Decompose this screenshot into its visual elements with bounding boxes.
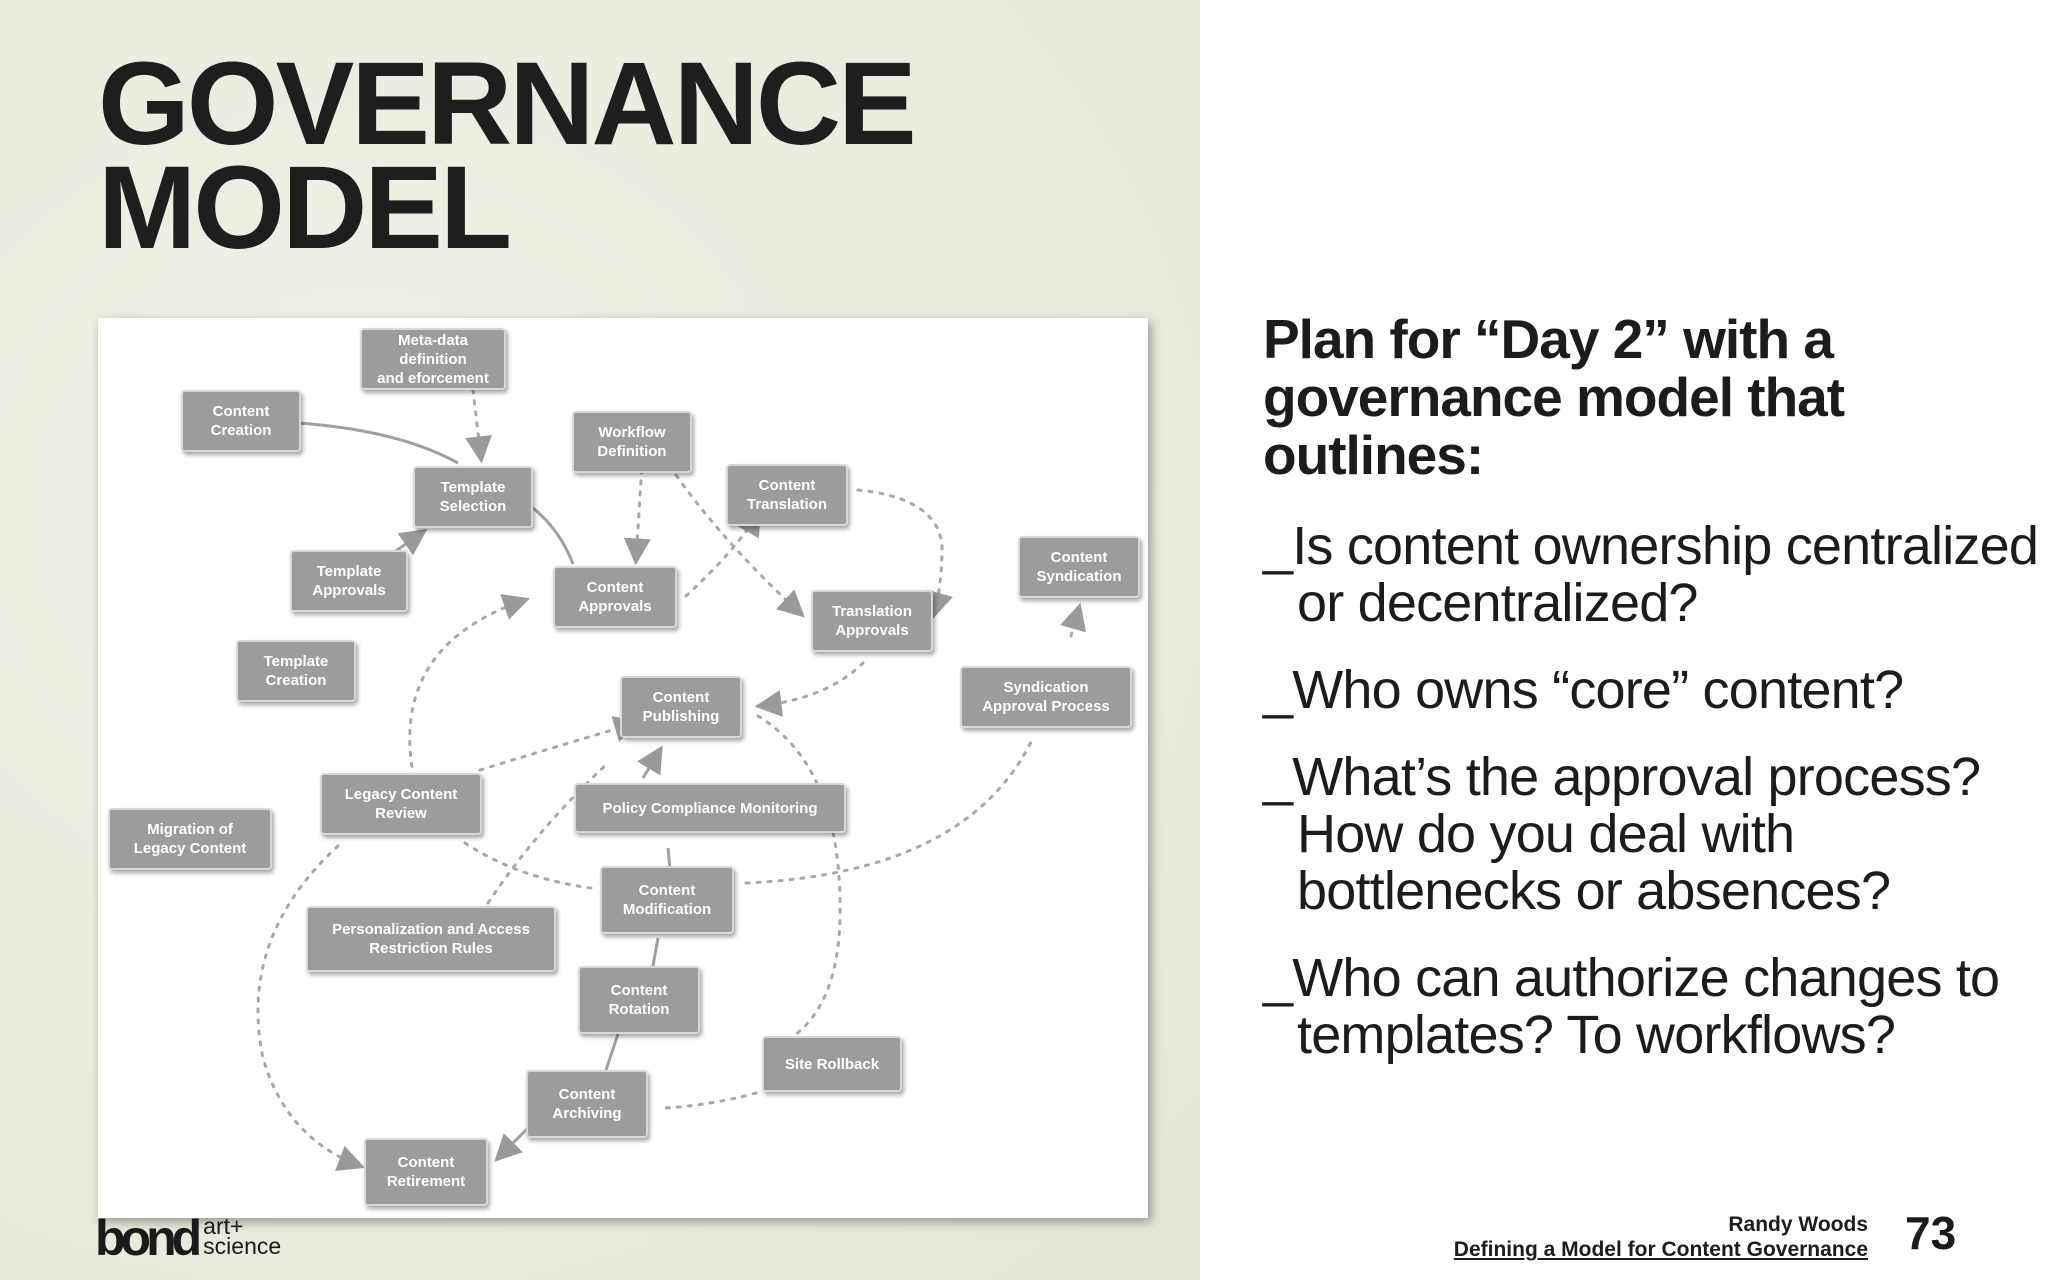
node-content-creation: Content Creation — [181, 390, 301, 452]
question-item: _Who owns “core” content? — [1263, 660, 1904, 720]
node-template-approvals: Template Approvals — [290, 550, 408, 612]
node-content-publishing: Content Publishing — [620, 676, 742, 738]
node-content-rotation: Content Rotation — [578, 966, 700, 1034]
line-creation-to-selection — [298, 423, 458, 463]
dots-review-loop-to-approvals — [410, 600, 525, 788]
line-selection-to-content-approvals — [533, 508, 573, 564]
node-legacy-content-review: Legacy Content Review — [320, 773, 482, 835]
node-content-retirement: Content Retirement — [364, 1138, 488, 1206]
node-content-syndication: Content Syndication — [1018, 536, 1140, 598]
page-number: 73 — [1905, 1207, 1957, 1259]
bond-logo — [95, 1210, 282, 1266]
node-translation-approvals: Translation Approvals — [811, 590, 933, 652]
node-content-modification: Content Modification — [600, 866, 734, 934]
node-site-rollback: Site Rollback — [762, 1036, 902, 1092]
line-archiving-to-retirement — [498, 1128, 528, 1158]
line-rotation-to-archiving — [606, 1034, 618, 1070]
node-content-translation: Content Translation — [726, 464, 848, 526]
dots-translation-approvals-to-publishing — [760, 663, 863, 706]
dots-syndication-approval-to-syndication — [1071, 608, 1079, 636]
slide-heading: Plan for “Day 2” with a governance model that outlines: — [1263, 308, 1845, 486]
questions-list — [1263, 518, 2043, 1094]
logo-tagline: art+ science — [203, 1213, 282, 1259]
node-content-archiving: Content Archiving — [526, 1070, 648, 1138]
line-policy-to-publishing — [643, 750, 660, 778]
node-personalization-access-rules: Personalization and Access Restriction Rules — [306, 906, 556, 972]
footer-author: Randy Woods — [1728, 1213, 1868, 1236]
question-item: _What’s the approval process? How do you deal with bottlenecks or absences? — [1263, 747, 1981, 921]
dots-review-to-publishing — [480, 723, 636, 770]
node-workflow-definition: Workflow Definition — [572, 411, 692, 473]
question-item: _Is content ownership centralized or decentralized? — [1263, 516, 2039, 633]
question-item: _Who can authorize changes to templates? To workflows? — [1263, 948, 2000, 1065]
footer-presentation-title: Defining a Model for Content Governance — [1453, 1238, 1868, 1261]
line-modification-to-rotation — [653, 938, 658, 966]
dots-publishing-to-rollback — [758, 716, 840, 1040]
node-migration-of-legacy-content: Migration of Legacy Content — [108, 808, 272, 870]
node-syndication-approval-process: Syndication Approval Process — [960, 666, 1132, 728]
node-template-creation: Template Creation — [236, 640, 356, 702]
node-policy-compliance-monitoring: Policy Compliance Monitoring — [574, 783, 846, 833]
line-modification-to-policy — [668, 848, 670, 868]
node-metadata-definition: Meta-data definition and eforcement — [360, 328, 506, 390]
dots-metadata-to-selection — [473, 390, 481, 458]
node-content-approvals: Content Approvals — [553, 566, 677, 628]
governance-diagram — [98, 318, 1148, 1218]
slide-title: GOVERNANCE MODEL — [98, 38, 914, 274]
dots-rollback-to-archiving — [663, 1093, 756, 1108]
node-template-selection: Template Selection — [413, 466, 533, 528]
footer-credit — [1454, 1212, 1868, 1262]
logo-wordmark: bond — [95, 1210, 198, 1266]
dots-loop-to-retirement — [258, 846, 360, 1166]
